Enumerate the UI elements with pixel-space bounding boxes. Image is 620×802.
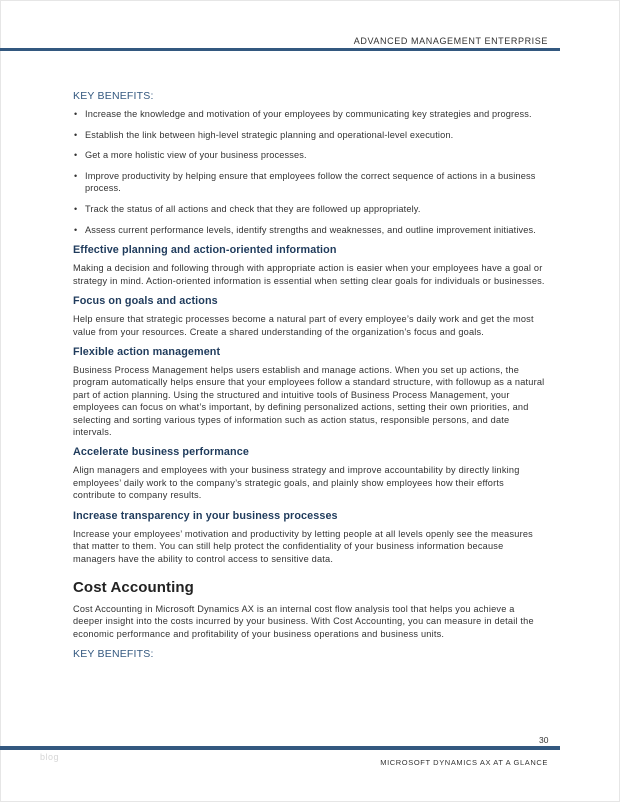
bullet-icon: • xyxy=(74,224,78,235)
section-body-accelerate: Align managers and employees with your business strategy and improve accountability by directly linking employees’ daily work to the company’s strategic goals, and plainly show employees how their efforts contribute to company results. xyxy=(73,465,520,501)
section-heading-flexible-action: Flexible action management xyxy=(73,346,221,359)
benefit-item: • Assess current performance levels, identify strengths and weaknesses, and outline improvement initiatives. xyxy=(74,224,536,235)
benefit-item: • Increase the knowledge and motivation of your employees by communicating key strategies and progress. xyxy=(74,109,532,119)
section-heading-accelerate: Accelerate business performance xyxy=(73,446,249,459)
footer-rule xyxy=(0,746,560,750)
section-body-transparency: Increase your employees’ motivation and productivity by letting people at all levels openly see the measures that matter to them. You can still help protect the confidentiality of your business information because managers have the ability to control access to sensitive data. xyxy=(73,528,533,564)
main-content xyxy=(73,90,545,666)
bullet-icon: • xyxy=(74,129,78,140)
benefit-item: • Establish the link between high-level strategic planning and operational-level execution. xyxy=(74,129,454,140)
footer-text: MICROSOFT DYNAMICS AX AT A GLANCE xyxy=(380,758,548,767)
benefit-item: • Get a more holistic view of your business processes. xyxy=(74,150,307,161)
benefits-list xyxy=(73,108,545,236)
benefit-item: • Improve productivity by helping ensure that employees follow the correct sequence of actions in a business process. xyxy=(74,171,536,194)
cost-accounting-body: Cost Accounting in Microsoft Dynamics AX is an internal cost flow analysis tool that helps you achieve a deeper insight into the costs incurred by your business. With Cost Accounting, you can measure in detail the economic performance and profitability of your business operations and business units. xyxy=(73,603,534,639)
bullet-icon: • xyxy=(74,150,78,161)
bullet-icon: • xyxy=(74,109,78,119)
benefit-item: • Track the status of all actions and check that they are followed up appropriately. xyxy=(74,204,421,215)
bullet-icon: • xyxy=(74,171,78,182)
section-body-flexible-action: Business Process Management helps users establish and manage actions. When you set up actions, the program automatically helps ensure that your employees follow a standard structure, with followup as a natural part of action planning. Using the structured and intuitive tools of Business Process Management, your employees can focus on what’s important, by defining personalized actions, setting their own priorities, and selecting and sorting various types of information such as action status, responsible persons, and date intervals. xyxy=(73,365,545,438)
page-number: 30 xyxy=(539,735,549,745)
section-heading-transparency: Increase transparency in your business processes xyxy=(73,509,338,522)
section-body-effective-planning: Making a decision and following through with appropriate action is easier when your employees have a goal or strategy in mind. Action-oriented information is essential when setting clear goals for individuals or businesses. xyxy=(73,263,545,286)
header-rule xyxy=(0,48,560,51)
watermark: blog xyxy=(40,752,60,762)
section-heading-focus-goals: Focus on goals and actions xyxy=(73,295,218,308)
header-title: ADVANCED MANAGEMENT ENTERPRISE xyxy=(353,36,548,46)
key-benefits-label: KEY BENEFITS: xyxy=(73,90,154,102)
section-body-focus-goals: Help ensure that strategic processes become a natural part of every employee’s daily work and get the most value from your resources. Create a shared understanding of the organization’s focus and goals. xyxy=(73,314,534,337)
bullet-icon: • xyxy=(74,204,78,215)
cost-accounting-title: Cost Accounting xyxy=(73,578,194,596)
section-heading-effective-planning: Effective planning and action-oriented information xyxy=(73,244,337,257)
cost-accounting-key-benefits-label: KEY BENEFITS: xyxy=(73,648,154,661)
